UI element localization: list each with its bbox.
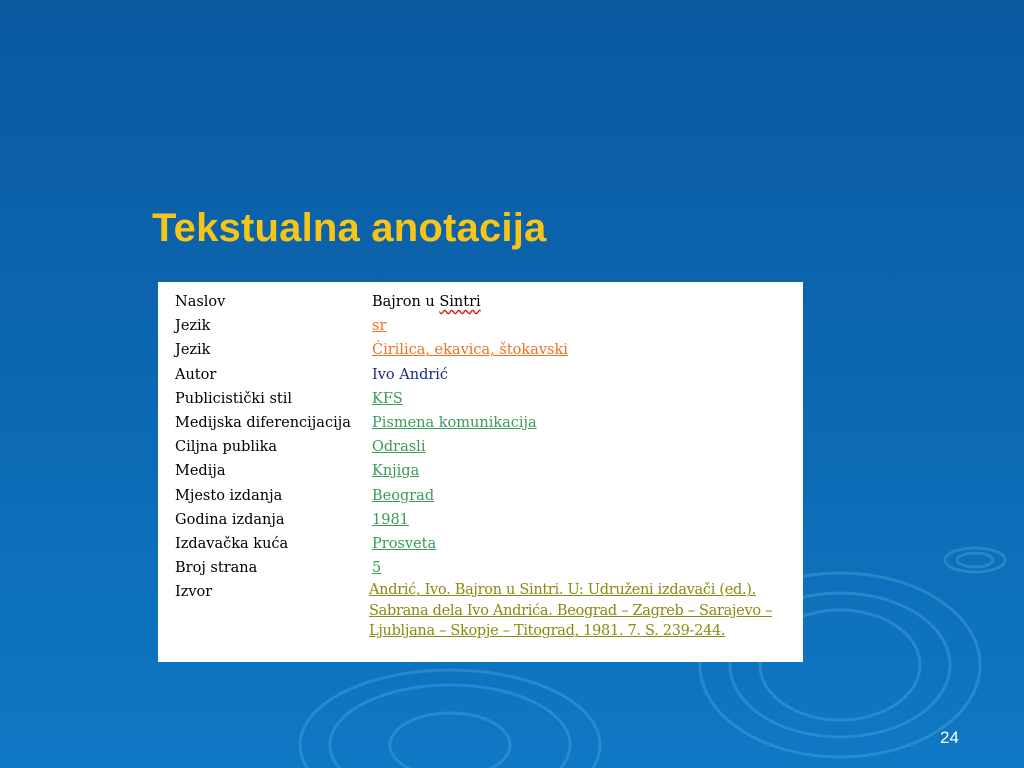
field-label: Naslov (175, 294, 226, 310)
page-count-link[interactable]: 5 (372, 560, 382, 577)
table-row (175, 314, 797, 338)
medium-link[interactable]: Knjiga (372, 463, 420, 480)
table-row (175, 387, 797, 411)
style-link[interactable]: KFS (372, 390, 403, 407)
title-part-misspelled: Sintri (439, 294, 481, 310)
field-label: Mjesto izdanja (175, 487, 283, 504)
script-dialect-link[interactable]: Ćirilica, ekavica, štokavski (372, 342, 568, 359)
table-row (175, 508, 797, 532)
source-citation-link[interactable]: Andrić, Ivo. Bajron u Sintri. U: Udruženi izdavači (ed.). Sabrana dela Ivo Andrića. Beograd – Zagreb – Sarajevo – Ljubljana – Skopje – Titograd, 1981. 7. S. 239-244. (369, 582, 773, 640)
field-label: Ciljna publika (175, 439, 278, 456)
table-row (175, 484, 797, 508)
page-number: 24 (940, 728, 959, 747)
author-value: Ivo Andrić (372, 366, 449, 383)
table-row (175, 338, 797, 362)
media-differentiation-link[interactable]: Pismena komunikacija (372, 415, 537, 432)
field-label: Izvor (175, 584, 213, 601)
slide-title: Tekstualna anotacija (152, 206, 547, 250)
field-label: Medijska diferencijacija (175, 415, 351, 432)
field-label: Izdavačka kuća (175, 536, 289, 553)
field-label: Medija (175, 463, 226, 480)
table-row (175, 556, 797, 580)
field-label: Broj strana (175, 560, 258, 577)
table-row (175, 435, 797, 459)
table-row (175, 459, 797, 483)
annotation-document (158, 282, 803, 662)
field-label: Autor (175, 366, 217, 383)
publication-place-link[interactable]: Beograd (372, 487, 435, 504)
table-row (175, 411, 797, 435)
annotation-table (175, 290, 797, 642)
field-label: Jezik (175, 342, 211, 359)
field-label: Godina izdanja (175, 511, 285, 528)
field-label: Publicistički stil (175, 390, 293, 407)
publisher-link[interactable]: Prosveta (372, 536, 437, 553)
audience-link[interactable]: Odrasli (372, 439, 426, 456)
language-code-link[interactable]: sr (372, 318, 387, 335)
field-label: Jezik (175, 318, 211, 335)
table-row (175, 532, 797, 556)
table-row (175, 580, 797, 642)
title-part: Bajron u (372, 294, 440, 310)
publication-year-link[interactable]: 1981 (372, 511, 409, 528)
table-row (175, 363, 797, 387)
table-row (175, 290, 797, 314)
field-value-title (372, 290, 797, 314)
